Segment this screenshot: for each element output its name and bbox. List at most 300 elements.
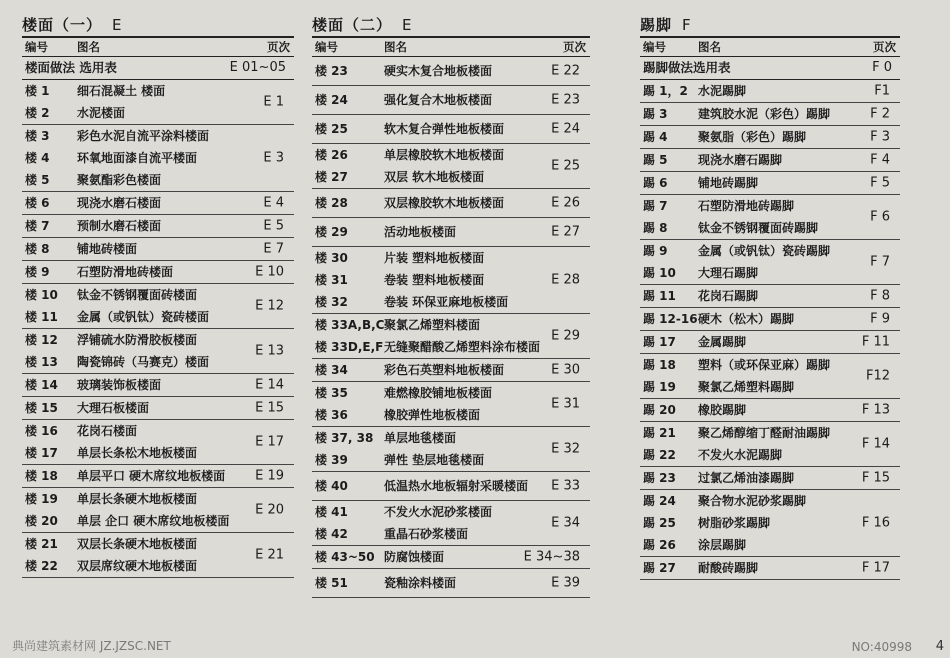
item-code: 踢 18 (643, 358, 676, 372)
item-name: 大理石踢脚 (698, 266, 759, 280)
list-item (640, 285, 900, 307)
section-letter: F (682, 16, 692, 34)
item-name: 金属（或钒钛）瓷砖踢脚 (698, 244, 831, 258)
item-code: 楼 51 (315, 576, 348, 590)
item-code: 踢 19 (643, 380, 676, 394)
entry-group (312, 144, 590, 189)
item-name: 铺地砖踢脚 (698, 176, 759, 190)
item-code: 踢 10 (643, 266, 676, 280)
item-name: 无缝聚醋酸乙烯塑料涂布楼面 (384, 340, 541, 354)
list-item (22, 80, 294, 102)
entry-group (22, 125, 294, 192)
item-code: 楼 21 (25, 537, 58, 551)
item-name: 单层橡胶软木地板楼面 (384, 148, 505, 162)
entry-group (22, 80, 294, 125)
item-name: 彩色石英塑料地板楼面 (384, 363, 505, 377)
list-item (22, 351, 294, 373)
entry-group (312, 57, 590, 86)
list-item (640, 195, 900, 217)
item-name: 水泥踢脚 (698, 84, 747, 98)
list-item (312, 572, 590, 594)
item-name: 过氯乙烯油漆踢脚 (698, 471, 795, 485)
section-title-text: 踢脚 (640, 16, 673, 34)
summary-page: F 0 (872, 60, 892, 75)
item-code: 楼 31 (315, 273, 348, 287)
item-name: 水泥楼面 (77, 106, 126, 120)
item-code: 楼 35 (315, 386, 348, 400)
list-item (312, 192, 590, 214)
item-name: 硬实木复合地板楼面 (384, 64, 493, 78)
entry-group (640, 490, 900, 557)
list-item (22, 488, 294, 510)
item-code: 楼 1 (25, 84, 50, 98)
item-page: F 15 (861, 470, 890, 486)
item-code: 楼 15 (25, 401, 58, 415)
entry-group (640, 103, 900, 126)
entry-group (640, 308, 900, 331)
item-name: 双层橡胶软木地板楼面 (384, 196, 505, 210)
item-page: E 13 (255, 343, 284, 359)
item-name: 石塑防滑地砖楼面 (77, 265, 174, 279)
entry-group (640, 422, 900, 467)
item-code: 踢 23 (643, 471, 676, 485)
item-code: 踢 20 (643, 403, 676, 417)
list-item (640, 376, 900, 398)
item-code: 楼 33D,E,F (315, 340, 384, 354)
item-name: 橡胶踢脚 (698, 403, 747, 417)
section-letter: E (402, 16, 413, 34)
item-code: 踢 27 (643, 561, 676, 575)
item-name: 难燃橡胶铺地板楼面 (384, 386, 493, 400)
entry-group (312, 115, 590, 144)
list-item (22, 555, 294, 577)
item-code: 楼 28 (315, 196, 348, 210)
item-code: 楼 7 (25, 219, 50, 233)
item-name: 软木复合弹性地板楼面 (384, 122, 505, 136)
entry-group (640, 240, 900, 285)
header-name: 图名 (698, 40, 721, 54)
item-page: E 34~38 (523, 549, 580, 565)
item-code: 踢 22 (643, 448, 676, 462)
item-code: 楼 25 (315, 122, 348, 136)
entry-group (312, 247, 590, 314)
item-code: 踢 17 (643, 335, 676, 349)
item-name: 塑料（或环保亚麻）踢脚 (698, 358, 831, 372)
item-code: 楼 23 (315, 64, 348, 78)
item-page: F 13 (861, 402, 890, 418)
list-item (22, 442, 294, 464)
entry-group (22, 397, 294, 420)
list-item (22, 329, 294, 351)
list-item (640, 354, 900, 376)
item-code: 踢 11 (643, 289, 676, 303)
item-name: 防腐蚀楼面 (384, 550, 445, 564)
item-code: 踢 6 (643, 176, 668, 190)
item-name: 聚乙烯醇缩丁醛耐油踢脚 (698, 426, 831, 440)
list-item (312, 501, 590, 523)
header-page: 页次 (563, 40, 586, 54)
item-page: E 7 (263, 241, 284, 257)
entry-group (22, 465, 294, 488)
entry-group (312, 382, 590, 427)
item-page: E 23 (551, 92, 580, 108)
item-code: 楼 16 (25, 424, 58, 438)
item-code: 楼 3 (25, 129, 50, 143)
list-item (312, 118, 590, 140)
item-name: 硬木（松木）踢脚 (698, 312, 795, 326)
item-code: 踢 3 (643, 107, 668, 121)
entry-group (640, 195, 900, 240)
list-item (640, 80, 900, 102)
item-code: 楼 30 (315, 251, 348, 265)
item-name: 涂层踢脚 (698, 538, 747, 552)
entry-group (22, 329, 294, 374)
item-code: 楼 34 (315, 363, 348, 377)
entry-group (312, 546, 590, 569)
item-name: 花岗石踢脚 (698, 289, 759, 303)
item-code: 楼 29 (315, 225, 348, 239)
item-name: 陶瓷锦砖（马赛克）楼面 (77, 355, 210, 369)
item-name: 浮铺硫水防滑胶板楼面 (77, 333, 198, 347)
item-name: 建筑胶水泥（彩色）踢脚 (698, 107, 831, 121)
item-page: E 4 (263, 195, 284, 211)
item-code: 楼 20 (25, 514, 58, 528)
item-name: 聚氨酯彩色楼面 (77, 173, 162, 187)
item-page: E 29 (551, 328, 580, 344)
entry-group (312, 189, 590, 218)
item-page: F 11 (861, 334, 890, 350)
list-item (312, 291, 590, 313)
item-code: 楼 2 (25, 106, 50, 120)
list-item (22, 533, 294, 555)
item-page: F 17 (861, 560, 890, 576)
list-item (22, 238, 294, 260)
list-item (312, 359, 590, 381)
item-page: E 39 (551, 575, 580, 591)
item-code: 楼 41 (315, 505, 348, 519)
table-header (22, 36, 294, 57)
list-item (312, 427, 590, 449)
entry-group (640, 149, 900, 172)
list-item (22, 125, 294, 147)
item-page: F 16 (861, 515, 890, 531)
entry-group (640, 354, 900, 399)
item-page: E 12 (255, 298, 284, 314)
list-item (312, 336, 590, 358)
entry-group (22, 238, 294, 261)
item-name: 卷装 塑料地板楼面 (384, 273, 485, 287)
list-item (312, 449, 590, 471)
item-name: 单层 企口 硬木席纹地板楼面 (77, 514, 230, 528)
entry-group (640, 399, 900, 422)
list-item (640, 149, 900, 171)
list-item (312, 314, 590, 336)
item-page: E 19 (255, 468, 284, 484)
item-code: 楼 32 (315, 295, 348, 309)
item-page: E 1 (263, 94, 284, 110)
list-item (22, 192, 294, 214)
column-skirting (640, 14, 900, 580)
list-item (640, 490, 900, 512)
item-code: 楼 26 (315, 148, 348, 162)
item-page: E 10 (255, 264, 284, 280)
list-item (640, 217, 900, 239)
item-code: 踢 24 (643, 494, 676, 508)
list-item (312, 144, 590, 166)
item-code: 踢 9 (643, 244, 668, 258)
item-page: F 2 (870, 106, 890, 122)
list-item (640, 262, 900, 284)
summary-page: E 01~05 (229, 60, 286, 75)
list-item (312, 221, 590, 243)
list-item (22, 420, 294, 442)
item-code: 楼 19 (25, 492, 58, 506)
summary-row (22, 57, 294, 80)
item-name: 玻璃装饰板楼面 (77, 378, 162, 392)
entry-group (312, 501, 590, 546)
item-code: 楼 11 (25, 310, 58, 324)
item-name: 大理石板楼面 (77, 401, 150, 415)
entry-group (22, 488, 294, 533)
header-code: 编号 (643, 40, 666, 54)
item-name: 聚氯乙烯塑料楼面 (384, 318, 481, 332)
section-title-text: 楼面（一） (22, 16, 103, 34)
list-item (312, 382, 590, 404)
section-title-text: 楼面（二） (312, 16, 393, 34)
item-page: F 8 (870, 288, 890, 304)
list-item (312, 60, 590, 82)
item-name: 现浇水磨石踢脚 (698, 153, 783, 167)
item-code: 楼 9 (25, 265, 50, 279)
header-name: 图名 (77, 40, 100, 54)
list-item (22, 261, 294, 283)
entry-group (312, 359, 590, 382)
entry-group (312, 218, 590, 247)
item-code: 楼 18 (25, 469, 58, 483)
entry-group (22, 374, 294, 397)
item-name: 耐酸砖踢脚 (698, 561, 759, 575)
header-code: 编号 (315, 40, 338, 54)
item-name: 金属踢脚 (698, 335, 747, 349)
item-name: 单层长条松木地板楼面 (77, 446, 198, 460)
list-item (640, 126, 900, 148)
item-page: F 7 (870, 254, 890, 270)
entry-group (640, 331, 900, 354)
entry-group (640, 285, 900, 308)
item-code: 楼 10 (25, 288, 58, 302)
item-name: 不发火水泥踢脚 (698, 448, 783, 462)
entry-group (22, 533, 294, 578)
list-item (640, 534, 900, 556)
item-name: 花岗石楼面 (77, 424, 138, 438)
item-page: F12 (865, 368, 890, 384)
item-code: 踢 12-16 (643, 312, 698, 326)
list-item (22, 169, 294, 191)
item-name: 钛金不锈钢覆面砖踢脚 (698, 221, 819, 235)
item-code: 踢 7 (643, 199, 668, 213)
item-page: E 15 (255, 400, 284, 416)
entry-group (312, 427, 590, 472)
item-code: 踢 26 (643, 538, 676, 552)
item-code: 楼 40 (315, 479, 348, 493)
list-item (312, 269, 590, 291)
entry-group (22, 420, 294, 465)
entry-group (312, 314, 590, 359)
item-code: 楼 22 (25, 559, 58, 573)
item-page: E 14 (255, 377, 284, 393)
item-name: 橡胶弹性地板楼面 (384, 408, 481, 422)
item-code: 楼 37, 38 (315, 431, 374, 445)
item-page: F1 (874, 83, 890, 99)
header-code: 编号 (25, 40, 48, 54)
header-page: 页次 (873, 40, 896, 54)
list-item (640, 103, 900, 125)
list-item (22, 102, 294, 124)
item-page: F 14 (861, 436, 890, 452)
item-name: 强化复合木地板楼面 (384, 93, 493, 107)
list-item (312, 404, 590, 426)
item-code: 踢 8 (643, 221, 668, 235)
item-name: 细石混凝土 楼面 (77, 84, 166, 98)
item-page: E 27 (551, 224, 580, 240)
item-name: 不发火水泥砂浆楼面 (384, 505, 493, 519)
table-header (312, 36, 590, 57)
item-page: E 25 (551, 158, 580, 174)
item-name: 单层长条硬木地板楼面 (77, 492, 198, 506)
list-item (640, 240, 900, 262)
item-name: 重晶石砂浆楼面 (384, 527, 469, 541)
list-item (22, 215, 294, 237)
section-title (312, 14, 590, 36)
entry-group (640, 80, 900, 103)
list-item (22, 465, 294, 487)
item-page: E 20 (255, 502, 284, 518)
item-code: 踢 5 (643, 153, 668, 167)
list-item (312, 89, 590, 111)
item-name: 片装 塑料地板楼面 (384, 251, 485, 265)
list-item (22, 374, 294, 396)
item-name: 弹性 垫层地毯楼面 (384, 453, 485, 467)
column-floor-1 (22, 14, 294, 578)
item-page: E 17 (255, 434, 284, 450)
entry-group (22, 284, 294, 329)
summary-row (640, 57, 900, 80)
item-name: 预制水磨石楼面 (77, 219, 162, 233)
item-code: 楼 27 (315, 170, 348, 184)
entry-group (22, 192, 294, 215)
item-code: 楼 13 (25, 355, 58, 369)
entry-group (640, 126, 900, 149)
list-item (312, 523, 590, 545)
item-name: 低温热水地板辐射采暖楼面 (384, 479, 529, 493)
item-name: 瓷釉涂料楼面 (384, 576, 457, 590)
item-code: 楼 36 (315, 408, 348, 422)
item-code: 楼 5 (25, 173, 50, 187)
entry-group (22, 215, 294, 238)
item-page: E 3 (263, 150, 284, 166)
entry-group (640, 172, 900, 195)
list-item (22, 397, 294, 419)
section-title (640, 14, 900, 36)
item-name: 单层地毯楼面 (384, 431, 457, 445)
item-code: 楼 33A,B,C (315, 318, 385, 332)
item-name: 石塑防滑地砖踢脚 (698, 199, 795, 213)
entry-group (312, 86, 590, 115)
item-name: 活动地板楼面 (384, 225, 457, 239)
item-code: 楼 42 (315, 527, 348, 541)
item-name: 现浇水磨石楼面 (77, 196, 162, 210)
list-item (640, 172, 900, 194)
item-page: E 32 (551, 441, 580, 457)
page-number: 4 (935, 639, 944, 654)
item-page: F 9 (870, 311, 890, 327)
item-page: E 28 (551, 272, 580, 288)
list-item (22, 510, 294, 532)
item-name: 卷装 环保亚麻地板楼面 (384, 295, 509, 309)
table-header (640, 36, 900, 57)
item-name: 双层长条硬木地板楼面 (77, 537, 198, 551)
item-page: E 26 (551, 195, 580, 211)
item-code: 楼 12 (25, 333, 58, 347)
item-page: E 33 (551, 478, 580, 494)
item-name: 聚合物水泥砂浆踢脚 (698, 494, 807, 508)
list-item (312, 475, 590, 497)
item-page: E 31 (551, 396, 580, 412)
summary-label: 踢脚做法选用表 (643, 60, 731, 75)
item-name: 聚氨脂（彩色）踢脚 (698, 130, 807, 144)
item-code: 踢 25 (643, 516, 676, 530)
item-page: E 21 (255, 547, 284, 563)
item-code: 楼 4 (25, 151, 50, 165)
entry-group (312, 472, 590, 501)
item-name: 彩色水泥自流平涂料楼面 (77, 129, 210, 143)
entry-group (22, 261, 294, 284)
entry-group (640, 467, 900, 490)
item-name: 金属（或钒钛）瓷砖楼面 (77, 310, 210, 324)
list-item (640, 308, 900, 330)
item-page: F 3 (870, 129, 890, 145)
item-code: 楼 8 (25, 242, 50, 256)
item-page: F 4 (870, 152, 890, 168)
item-code: 楼 17 (25, 446, 58, 460)
item-page: F 5 (870, 175, 890, 191)
item-name: 双层 软木地板楼面 (384, 170, 485, 184)
item-name: 聚氯乙烯塑料踢脚 (698, 380, 795, 394)
header-page: 页次 (267, 40, 290, 54)
item-code: 楼 24 (315, 93, 348, 107)
column-floor-2 (312, 14, 590, 598)
item-code: 楼 43~50 (315, 550, 375, 564)
footer-watermark: 典尚建筑素材网 JZ.JZSC.NET (12, 639, 171, 653)
item-page: E 5 (263, 218, 284, 234)
section-letter: E (112, 16, 123, 34)
footer-id: NO:40998 (851, 640, 912, 654)
item-name: 钛金不锈钢覆面砖楼面 (77, 288, 198, 302)
header-name: 图名 (384, 40, 407, 54)
section-title (22, 14, 294, 36)
list-item (22, 284, 294, 306)
item-code: 踢 1，2 (643, 84, 688, 98)
list-item (312, 247, 590, 269)
list-item (22, 147, 294, 169)
entry-group (312, 569, 590, 598)
item-name: 树脂砂浆踢脚 (698, 516, 771, 530)
item-name: 环氧地面漆自流平楼面 (77, 151, 198, 165)
item-page: E 24 (551, 121, 580, 137)
item-name: 双层席纹硬木地板楼面 (77, 559, 198, 573)
item-code: 楼 6 (25, 196, 50, 210)
list-item (22, 306, 294, 328)
